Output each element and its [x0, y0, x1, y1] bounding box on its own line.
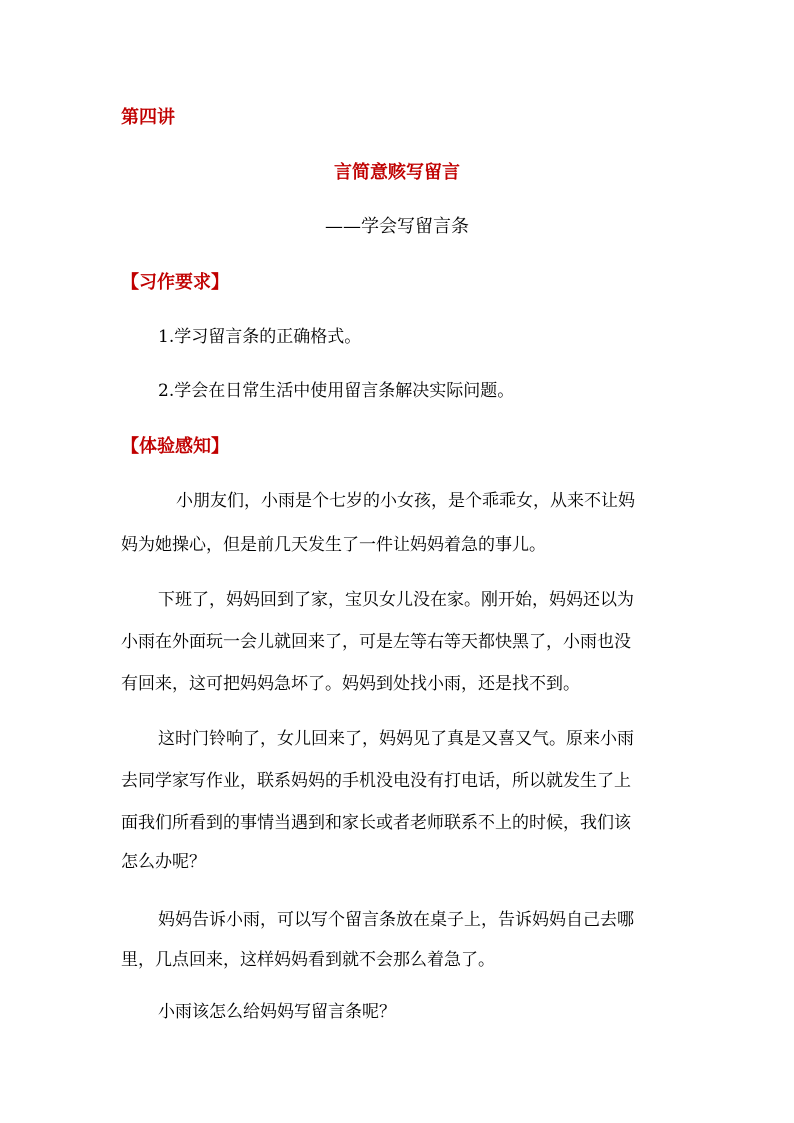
lecture-label: 第四讲: [121, 107, 175, 128]
paragraph-line: 妈为她操心，但是前几天发生了一件让妈妈着急的事儿。: [121, 535, 546, 555]
paragraph-line: 小朋友们，小雨是个七岁的小女孩，是个乖乖女，从来不让妈: [176, 491, 635, 511]
paragraph-line: 去同学家写作业，联系妈妈的手机没电没有打电话，所以就发生了上: [121, 771, 631, 791]
paragraph-line: 妈妈告诉小雨，可以写个留言条放在桌子上，告诉妈妈自己去哪: [158, 910, 634, 930]
paragraph-line: 这时门铃响了，女儿回来了，妈妈见了真是又喜又气。原来小雨: [158, 729, 634, 749]
requirement-item: 1.学习留言条的正确格式。: [158, 327, 362, 347]
requirement-item: 2.学会在日常生活中使用留言条解决实际问题。: [158, 381, 515, 401]
paragraph-line: 小雨该怎么给妈妈写留言条呢？: [158, 1002, 396, 1022]
section-heading-requirements: 【习作要求】: [121, 272, 229, 293]
page-subtitle: ——学会写留言条: [325, 216, 469, 237]
paragraph-line: 里，几点回来，这样妈妈看到就不会那么着急了。: [121, 950, 495, 970]
paragraph-line: 下班了，妈妈回到了家，宝贝女儿没在家。刚开始，妈妈还以为: [158, 590, 634, 610]
paragraph-line: 面我们所看到的事情当遇到和家长或者老师联系不上的时候，我们该: [121, 813, 631, 833]
paragraph-line: 小雨在外面玩一会儿就回来了，可是左等右等天都快黑了，小雨也没: [121, 632, 631, 652]
paragraph-line: 有回来，这可把妈妈急坏了。妈妈到处找小雨，还是找不到。: [121, 674, 580, 694]
paragraph-line: 怎么办呢？: [121, 852, 206, 872]
section-heading-experience: 【体验感知】: [121, 436, 229, 457]
page-title: 言简意赅写留言: [334, 162, 460, 183]
